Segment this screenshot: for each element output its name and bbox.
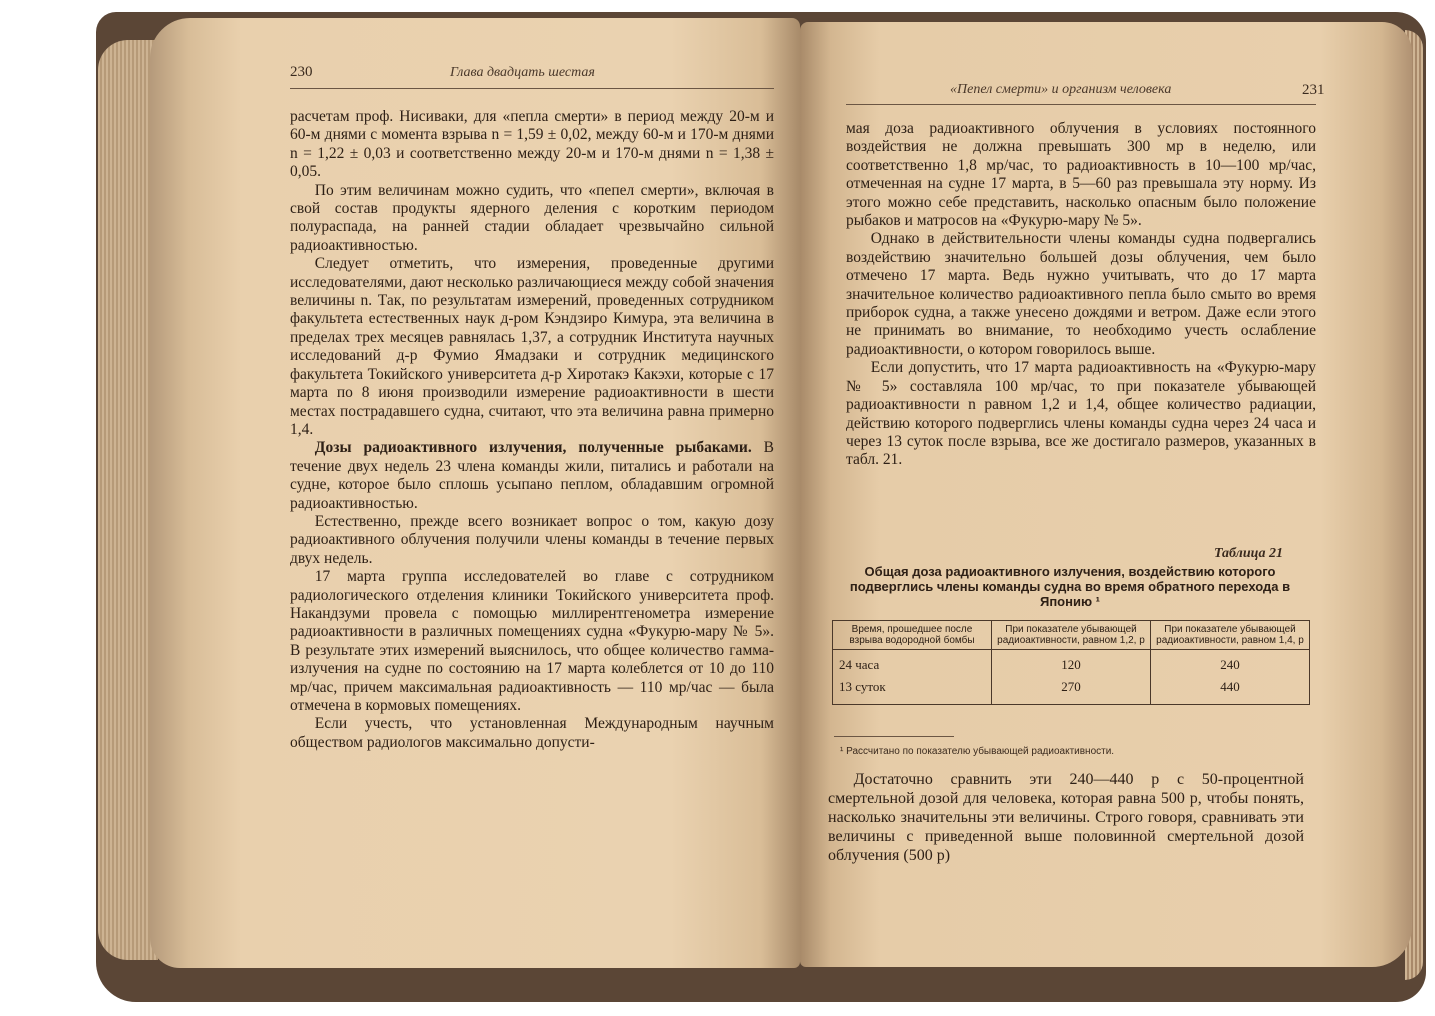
table-cell: 440 [1151, 676, 1310, 705]
paragraph: Если учесть, что установленная Международным научным обществом радиологов максимально допусти- [290, 715, 774, 751]
left-page [150, 18, 800, 968]
table-header-cell: При показателе убывающей радиоактивности, равном 1,2, р [992, 621, 1151, 650]
paragraph: Однако в действительности члены команды судна подвергались воздействию значительно большей дозы облучения, чем было отмечено 17 марта. Ведь нужно учитывать, что до 17 марта значительное количество радиоактивного пепла было смыто во время приборок судна, а также унесено дождями и ветром. Даже если этого не принимать во внимание, то необходимо учесть ослабление радиоактивности, о котором говорилось выше. [846, 230, 1316, 358]
left-running-head: Глава двадцать шестая [450, 65, 595, 80]
paragraph: По этим величинам можно судить, что «пепел смерти», включая в свой состав продукты ядерного деления с коротким периодом полураспада, на ранней стадии обладает чрезвычайно сильной радиоактивностью. [290, 181, 774, 254]
footnote-rule [834, 736, 954, 737]
table-cell: 240 [1151, 650, 1310, 677]
table-cell: 270 [992, 676, 1151, 705]
section-text: В течение двух недель 23 члена команды жили, питались и работали на судне, которое было сплошь усыпано пеплом, обладавшим огромной радиоактивностью. [290, 439, 774, 512]
table-cell: 24 часа [833, 650, 992, 677]
section-heading: Дозы радиоактивного излучения, полученные рыбаками. [314, 439, 752, 457]
left-header-rule [290, 88, 774, 89]
table-row [833, 676, 1310, 705]
table-cell: 13 суток [833, 676, 992, 705]
page-edges-left [98, 40, 158, 960]
right-text-column-bottom [828, 770, 1304, 865]
right-page-number: 231 [1302, 82, 1325, 98]
table-header-cell: Время, прошедшее после взрыва водородной бомбы [833, 621, 992, 650]
paragraph: мая доза радиоактивного облучения в условиях постоянного воздействия не должна превышать 300 мр в неделю, или соответственно 1,8 мр/час, то радиоактивность в 10—100 мр/час, отмеченная на судне 17 марта, в 5—60 раз превышала эту норму. Из этого можно себе представить, насколько опасным было положение рыбаков и матросов на «Фукурю-мару № 5». [846, 120, 1316, 230]
right-running-head: «Пепел смерти» и организм человека [950, 82, 1172, 97]
paragraph: Следует отметить, что измерения, проведенные другими исследователями, дают несколько различающиеся между собой значения величины n. Так, по результатам измерений, проведенных сотрудником факультета естественных наук д-ром Кэндзиро Кимура, эта величина в пределах трех месяцев равнялась 1,37, а сотрудник Института научных исследований д-р Фумио Ямадзаки и сотрудник медицинского факультета Токийского университета д-р Хиротакэ Какэхи, которые с 17 марта по 8 июня производили измерение радиоактивности в шести местах пострадавшего судна, считают, что эта величина равна примерно 1,4. [290, 255, 774, 438]
section-paragraph [290, 439, 774, 513]
right-header-rule [846, 104, 1316, 105]
table-cell: 120 [992, 650, 1151, 677]
table-caption: Таблица 21 [1214, 546, 1283, 561]
table-header-cell: При показателе убывающей радиоактивности, равном 1,4, р [1151, 621, 1310, 650]
paragraph: Достаточно сравнить эти 240—440 р с 50-процентной смертельной дозой для человека, которая равна 500 р, чтобы понять, насколько значительны эти величины. Строго говоря, сравнивать эти величины с приведенной выше половинной смертельной дозой облучения (500 р) [828, 771, 1304, 864]
left-text-column [290, 108, 774, 752]
paragraph: 17 марта группа исследователей во главе с сотрудником радиологического отделения клиники Токийского университета проф. Накандзуми провела с помощью миллирентгенометра измерение радиоактивности в различных помещениях судна «Фукурю-мару № 5». В результате этих измерений выяснилось, что общее количество гамма-излучения на судне по состоянию на 17 марта колеблется от 10 до 110 мр/час, причем максимальная радиоактивность — 110 мр/час — была отмечена в кормовых помещениях. [290, 568, 774, 714]
paragraph: Если допустить, что 17 марта радиоактивность на «Фукурю-мару № 5» составляла 100 мр/час, то при показателе убывающей радиоактивности n равном 1,2 и 1,4, общее количество радиации, действию которого подверглись члены команды судна через 24 часа и через 13 суток после взрыва, все же достигало размеров, указанных в табл. 21. [846, 359, 1316, 469]
right-text-column [846, 120, 1316, 470]
table-footnote: ¹ Рассчитано по показателю убывающей радиоактивности. [840, 746, 1115, 757]
left-page-number: 230 [290, 64, 313, 80]
table-row [833, 650, 1310, 677]
table-title: Общая доза радиоактивного излучения, воздействию которого подверглись члены команды судна во время обратного перехода в Японию ¹ [849, 564, 1291, 609]
paragraph: Естественно, прежде всего возникает вопрос о том, какую дозу радиоактивного облучения получили члены команды в течение первых двух недель. [290, 512, 774, 567]
paragraph: расчетам проф. Нисиваки, для «пепла смерти» в период между 20-м и 60-м днями с момента взрыва n = 1,59 ± 0,02, между 60-м и 170-м днями n = 1,22 ± 0,03 и соответственно между 20-м и 170-м днями n = 1,38 ± 0,05. [290, 108, 774, 181]
right-page [800, 22, 1412, 967]
dose-table [832, 620, 1310, 705]
